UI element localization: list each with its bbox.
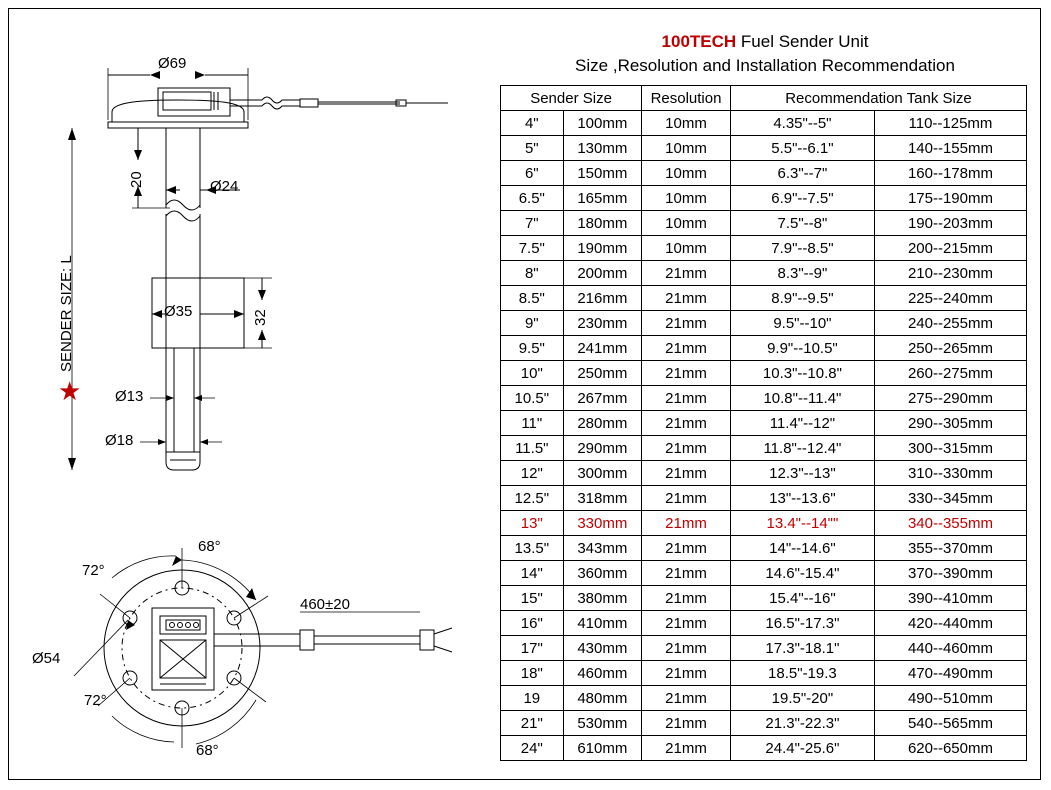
cell-size-mm: 430mm	[563, 636, 642, 661]
cell-size-inch: 4"	[501, 111, 564, 136]
dim-float-height: 32	[252, 309, 269, 326]
cell-rec-mm: 225--240mm	[874, 286, 1026, 311]
table-row	[501, 161, 1027, 186]
cell-resolution: 21mm	[642, 286, 731, 311]
cell-size-inch: 8.5"	[501, 286, 564, 311]
cell-size-mm: 241mm	[563, 336, 642, 361]
cell-resolution: 10mm	[642, 186, 731, 211]
th-resolution: Resolution	[642, 86, 731, 111]
cell-rec-inch: 17.3"-18.1"	[730, 636, 874, 661]
cell-rec-inch: 7.9"--8.5"	[730, 236, 874, 261]
cell-rec-mm: 275--290mm	[874, 386, 1026, 411]
cell-rec-inch: 5.5"--6.1"	[730, 136, 874, 161]
cell-size-inch: 10"	[501, 361, 564, 386]
cell-size-inch: 9"	[501, 311, 564, 336]
table-row	[501, 711, 1027, 736]
table-row	[501, 536, 1027, 561]
cell-rec-mm: 260--275mm	[874, 361, 1026, 386]
cell-resolution: 10mm	[642, 211, 731, 236]
dim-angle-bottom-right: 68°	[196, 742, 219, 759]
cell-size-inch: 9.5"	[501, 336, 564, 361]
table-row	[501, 336, 1027, 361]
cell-size-inch: 12"	[501, 461, 564, 486]
table-row	[501, 611, 1027, 636]
cell-rec-mm: 190--203mm	[874, 211, 1026, 236]
table-row	[501, 211, 1027, 236]
table-row	[501, 136, 1027, 161]
th-recommendation: Recommendation Tank Size	[730, 86, 1026, 111]
title-block	[500, 30, 1030, 78]
cell-size-inch: 8"	[501, 261, 564, 286]
cell-size-mm: 610mm	[563, 736, 642, 761]
cell-rec-inch: 8.3"--9"	[730, 261, 874, 286]
cell-size-inch: 7"	[501, 211, 564, 236]
dim-bolt-circle: Ø54	[32, 650, 61, 667]
cell-size-mm: 180mm	[563, 211, 642, 236]
cell-size-mm: 230mm	[563, 311, 642, 336]
cell-size-mm: 460mm	[563, 661, 642, 686]
cell-size-inch: 14"	[501, 561, 564, 586]
cell-rec-mm: 210--230mm	[874, 261, 1026, 286]
cell-rec-inch: 24.4"-25.6"	[730, 736, 874, 761]
table-row	[501, 186, 1027, 211]
cell-rec-inch: 11.8"--12.4"	[730, 436, 874, 461]
table-row	[501, 311, 1027, 336]
table-row	[501, 111, 1027, 136]
cell-rec-mm: 540--565mm	[874, 711, 1026, 736]
cell-size-mm: 530mm	[563, 711, 642, 736]
title-line-1	[500, 30, 1030, 54]
cell-rec-mm: 340--355mm	[874, 511, 1026, 536]
cell-size-inch: 13"	[501, 511, 564, 536]
table-row	[501, 386, 1027, 411]
title-line-2: Size ,Resolution and Installation Recommendation	[575, 56, 955, 75]
cell-rec-mm: 160--178mm	[874, 161, 1026, 186]
cell-size-inch: 12.5"	[501, 486, 564, 511]
dim-rod-diameter: Ø13	[115, 388, 144, 405]
cell-size-mm: 250mm	[563, 361, 642, 386]
cell-rec-inch: 10.3"--10.8"	[730, 361, 874, 386]
cell-rec-inch: 15.4"--16"	[730, 586, 874, 611]
table-header-row	[501, 86, 1027, 111]
cell-size-inch: 24"	[501, 736, 564, 761]
cell-size-inch: 13.5"	[501, 536, 564, 561]
cell-resolution: 21mm	[642, 661, 731, 686]
th-sender-size: Sender Size	[501, 86, 642, 111]
cell-rec-mm: 300--315mm	[874, 436, 1026, 461]
cell-resolution: 21mm	[642, 636, 731, 661]
table-row	[501, 736, 1027, 761]
cell-rec-inch: 16.5"-17.3"	[730, 611, 874, 636]
cell-rec-mm: 620--650mm	[874, 736, 1026, 761]
dim-angle-top-left: 72°	[82, 562, 105, 579]
cell-size-mm: 190mm	[563, 236, 642, 261]
cell-rec-inch: 4.35"--5"	[730, 111, 874, 136]
table-row	[501, 236, 1027, 261]
cell-resolution: 21mm	[642, 411, 731, 436]
cell-size-mm: 343mm	[563, 536, 642, 561]
cell-rec-inch: 6.9"--7.5"	[730, 186, 874, 211]
cell-rec-mm: 470--490mm	[874, 661, 1026, 686]
cell-rec-inch: 18.5"-19.3	[730, 661, 874, 686]
table-row	[501, 636, 1027, 661]
cell-resolution: 21mm	[642, 536, 731, 561]
table-row	[501, 261, 1027, 286]
dim-angle-bottom-left: 72°	[84, 692, 107, 709]
table-row	[501, 686, 1027, 711]
title-rest: Fuel Sender Unit	[736, 32, 869, 51]
table-row	[501, 486, 1027, 511]
cell-size-inch: 19	[501, 686, 564, 711]
cell-rec-inch: 19.5"-20"	[730, 686, 874, 711]
dim-cable-length: 460±20	[300, 596, 350, 613]
cell-size-inch: 11.5"	[501, 436, 564, 461]
cell-size-mm: 410mm	[563, 611, 642, 636]
cell-resolution: 21mm	[642, 686, 731, 711]
table-row	[501, 436, 1027, 461]
cell-rec-inch: 11.4"--12"	[730, 411, 874, 436]
cell-size-mm: 165mm	[563, 186, 642, 211]
cell-resolution: 10mm	[642, 111, 731, 136]
cell-rec-mm: 420--440mm	[874, 611, 1026, 636]
star-marker: ★	[58, 376, 82, 406]
cell-rec-mm: 110--125mm	[874, 111, 1026, 136]
table-row	[501, 561, 1027, 586]
cell-size-inch: 10.5"	[501, 386, 564, 411]
cell-resolution: 21mm	[642, 436, 731, 461]
cell-rec-mm: 250--265mm	[874, 336, 1026, 361]
cell-rec-mm: 330--345mm	[874, 486, 1026, 511]
cell-size-inch: 17"	[501, 636, 564, 661]
cell-size-mm: 380mm	[563, 586, 642, 611]
cell-rec-mm: 370--390mm	[874, 561, 1026, 586]
cell-resolution: 21mm	[642, 311, 731, 336]
table-row	[501, 411, 1027, 436]
cell-rec-inch: 9.5"--10"	[730, 311, 874, 336]
brand-name: 100TECH	[661, 32, 737, 51]
cell-size-inch: 6"	[501, 161, 564, 186]
cell-size-mm: 360mm	[563, 561, 642, 586]
cell-size-inch: 21"	[501, 711, 564, 736]
cell-resolution: 21mm	[642, 736, 731, 761]
cell-size-inch: 11"	[501, 411, 564, 436]
cell-rec-inch: 13"--13.6"	[730, 486, 874, 511]
cell-rec-mm: 240--255mm	[874, 311, 1026, 336]
table-row	[501, 361, 1027, 386]
cell-size-inch: 7.5"	[501, 236, 564, 261]
cell-size-mm: 130mm	[563, 136, 642, 161]
cell-size-mm: 280mm	[563, 411, 642, 436]
dim-end-diameter: Ø18	[105, 432, 134, 449]
cell-rec-mm: 175--190mm	[874, 186, 1026, 211]
table-row	[501, 286, 1027, 311]
table-row	[501, 661, 1027, 686]
cell-rec-inch: 6.3"--7"	[730, 161, 874, 186]
cell-rec-inch: 14"--14.6"	[730, 536, 874, 561]
cell-resolution: 10mm	[642, 236, 731, 261]
cell-resolution: 21mm	[642, 386, 731, 411]
cell-size-inch: 16"	[501, 611, 564, 636]
cell-rec-inch: 14.6"-15.4"	[730, 561, 874, 586]
cell-rec-inch: 9.9"--10.5"	[730, 336, 874, 361]
cell-resolution: 10mm	[642, 136, 731, 161]
cell-size-mm: 216mm	[563, 286, 642, 311]
dim-float-diameter: Ø35	[164, 303, 193, 320]
cell-size-mm: 267mm	[563, 386, 642, 411]
cell-resolution: 21mm	[642, 461, 731, 486]
cell-rec-mm: 440--460mm	[874, 636, 1026, 661]
cell-resolution: 21mm	[642, 711, 731, 736]
cell-resolution: 21mm	[642, 261, 731, 286]
cell-size-mm: 290mm	[563, 436, 642, 461]
table-row	[501, 461, 1027, 486]
cell-size-inch: 15"	[501, 586, 564, 611]
cell-rec-inch: 7.5"--8"	[730, 211, 874, 236]
cell-rec-mm: 200--215mm	[874, 236, 1026, 261]
cell-size-mm: 300mm	[563, 461, 642, 486]
cell-resolution: 21mm	[642, 611, 731, 636]
cell-resolution: 21mm	[642, 586, 731, 611]
cell-rec-mm: 140--155mm	[874, 136, 1026, 161]
cell-rec-mm: 355--370mm	[874, 536, 1026, 561]
cell-size-mm: 330mm	[563, 511, 642, 536]
technical-drawing	[0, 0, 500, 790]
cell-resolution: 21mm	[642, 361, 731, 386]
cell-rec-mm: 290--305mm	[874, 411, 1026, 436]
cell-size-mm: 318mm	[563, 486, 642, 511]
table-row	[501, 586, 1027, 611]
dim-height-20: 20	[128, 171, 145, 188]
cell-resolution: 21mm	[642, 561, 731, 586]
sender-size-label: SENDER SIZE: L	[58, 255, 75, 372]
cell-resolution: 21mm	[642, 336, 731, 361]
dim-flange-diameter: Ø69	[158, 55, 187, 72]
cell-rec-inch: 10.8"--11.4"	[730, 386, 874, 411]
cell-rec-inch: 21.3"-22.3"	[730, 711, 874, 736]
cell-rec-inch: 13.4"--14""	[730, 511, 874, 536]
cell-rec-mm: 310--330mm	[874, 461, 1026, 486]
cell-size-inch: 18"	[501, 661, 564, 686]
cell-resolution: 21mm	[642, 511, 731, 536]
cell-resolution: 10mm	[642, 161, 731, 186]
cell-rec-mm: 490--510mm	[874, 686, 1026, 711]
cell-size-inch: 5"	[501, 136, 564, 161]
cell-size-mm: 480mm	[563, 686, 642, 711]
dim-angle-top-right: 68°	[198, 538, 221, 555]
cell-size-inch: 6.5"	[501, 186, 564, 211]
cell-size-mm: 150mm	[563, 161, 642, 186]
table-row	[501, 511, 1027, 536]
spec-table	[500, 85, 1027, 761]
cell-rec-inch: 8.9"--9.5"	[730, 286, 874, 311]
cell-rec-inch: 12.3"--13"	[730, 461, 874, 486]
dim-tube-diameter: Ø24	[210, 178, 239, 195]
cell-size-mm: 100mm	[563, 111, 642, 136]
cell-rec-mm: 390--410mm	[874, 586, 1026, 611]
cell-size-mm: 200mm	[563, 261, 642, 286]
cell-resolution: 21mm	[642, 486, 731, 511]
